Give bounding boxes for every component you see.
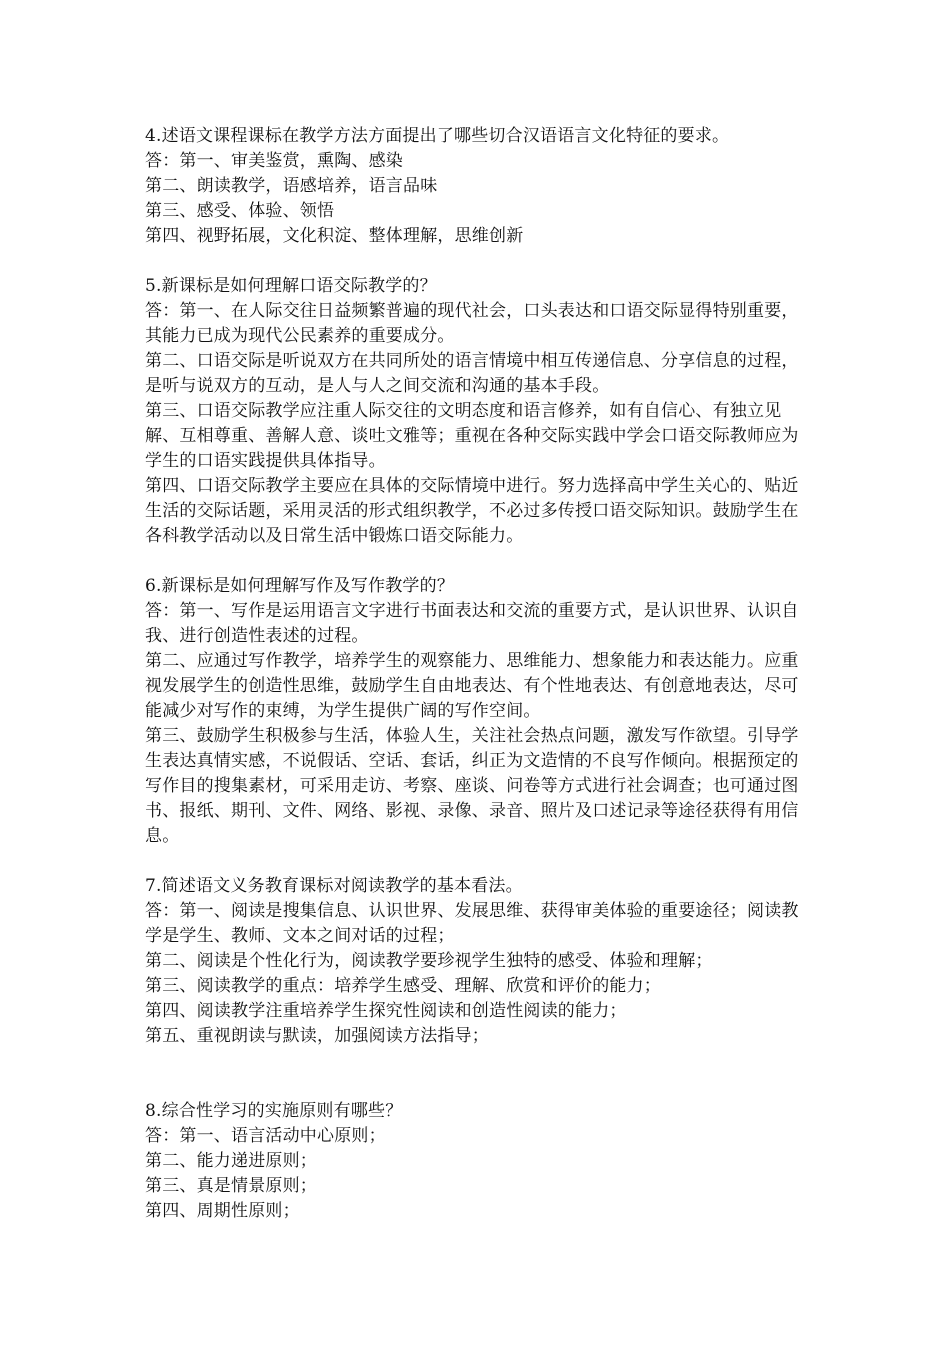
question-block-8: [145, 1099, 815, 1224]
question-title: 5.新课标是如何理解口语交际教学的？: [145, 276, 437, 296]
question-block-5: [145, 274, 815, 549]
answer-line: 第三、感受、体验、领悟: [145, 201, 335, 221]
answer-line: 第二、应通过写作教学，培养学生的观察能力、思维能力、想象能力和表达能力。应重视发展学生的创造性思维，鼓励学生自由地表达、有个性地表达、有创意地表达，尽可能减少对写作的束缚，为学生提供广阔的写作空间。: [145, 651, 799, 721]
answer-line: 第四、口语交际教学主要应在具体的交际情境中进行。努力选择高中学生关心的、贴近生活的交际话题，采用灵活的形式组织教学，不必过多传授口语交际知识。鼓励学生在各科教学活动以及日常生活中锻炼口语交际能力。: [145, 476, 799, 546]
question-title: 6.新课标是如何理解写作及写作教学的？: [145, 576, 455, 596]
answer-line: 答：第一、审美鉴赏，熏陶、感染: [145, 151, 403, 171]
answer-line: 第二、能力递进原则；: [145, 1151, 317, 1171]
question-title: 7.简述语文义务教育课标对阅读教学的基本看法。: [145, 876, 523, 896]
question-title: 4.述语文课程课标在教学方法方面提出了哪些切合汉语语言文化特征的要求。: [145, 126, 730, 146]
answer-line: 第五、重视朗读与默读，加强阅读方法指导；: [145, 1026, 489, 1046]
document-body: [145, 124, 815, 1224]
answer-line: 答：第一、写作是运用语言文字进行书面表达和交流的重要方式，是认识世界、认识自我、进行创造性表述的过程。: [145, 601, 799, 646]
answer-line: 第二、朗读教学，语感培养，语言品味: [145, 176, 438, 196]
question-block-4: [145, 124, 815, 249]
answer-line: 第三、阅读教学的重点：培养学生感受、理解、欣赏和评价的能力；: [145, 976, 661, 996]
answer-line: 第四、视野拓展，文化积淀、整体理解，思维创新: [145, 226, 524, 246]
answer-line: 答：第一、阅读是搜集信息、认识世界、发展思维、获得审美体验的重要途径；阅读教学是学生、教师、文本之间对话的过程；: [145, 901, 799, 946]
answer-line: 第四、周期性原则；: [145, 1201, 300, 1221]
answer-line: 第二、口语交际是听说双方在共同所处的语言情境中相互传递信息、分享信息的过程，是听与说双方的互动，是人与人之间交流和沟通的基本手段。: [145, 351, 799, 396]
question-title: 8.综合性学习的实施原则有哪些？: [145, 1101, 403, 1121]
question-block-6: [145, 574, 815, 849]
answer-line: 第二、阅读是个性化行为，阅读教学要珍视学生独特的感受、体验和理解；: [145, 951, 713, 971]
answer-line: 第三、真是情景原则；: [145, 1176, 317, 1196]
answer-line: 第四、阅读教学注重培养学生探究性阅读和创造性阅读的能力；: [145, 1001, 627, 1021]
answer-line: 第三、口语交际教学应注重人际交往的文明态度和语言修养，如有自信心、有独立见解、互相尊重、善解人意、谈吐文雅等；重视在各种交际实践中学会口语交际教师应为学生的口语实践提供具体指导。: [145, 401, 799, 471]
answer-line: 答：第一、在人际交往日益频繁普遍的现代社会，口头表达和口语交际显得特别重要，其能力已成为现代公民素养的重要成分。: [145, 301, 799, 346]
answer-line: 第三、鼓励学生积极参与生活，体验人生，关注社会热点问题，激发写作欲望。引导学生表达真情实感，不说假话、空话、套话，纠正为文造情的不良写作倾向。根据预定的写作目的搜集素材，可采用走访、考察、座谈、问卷等方式进行社会调查；也可通过图书、报纸、期刊、文件、网络、影视、录像、录音、照片及口述记录等途径获得有用信息。: [145, 726, 799, 846]
answer-line: 答：第一、语言活动中心原则；: [145, 1126, 386, 1146]
question-block-7: [145, 874, 815, 1049]
